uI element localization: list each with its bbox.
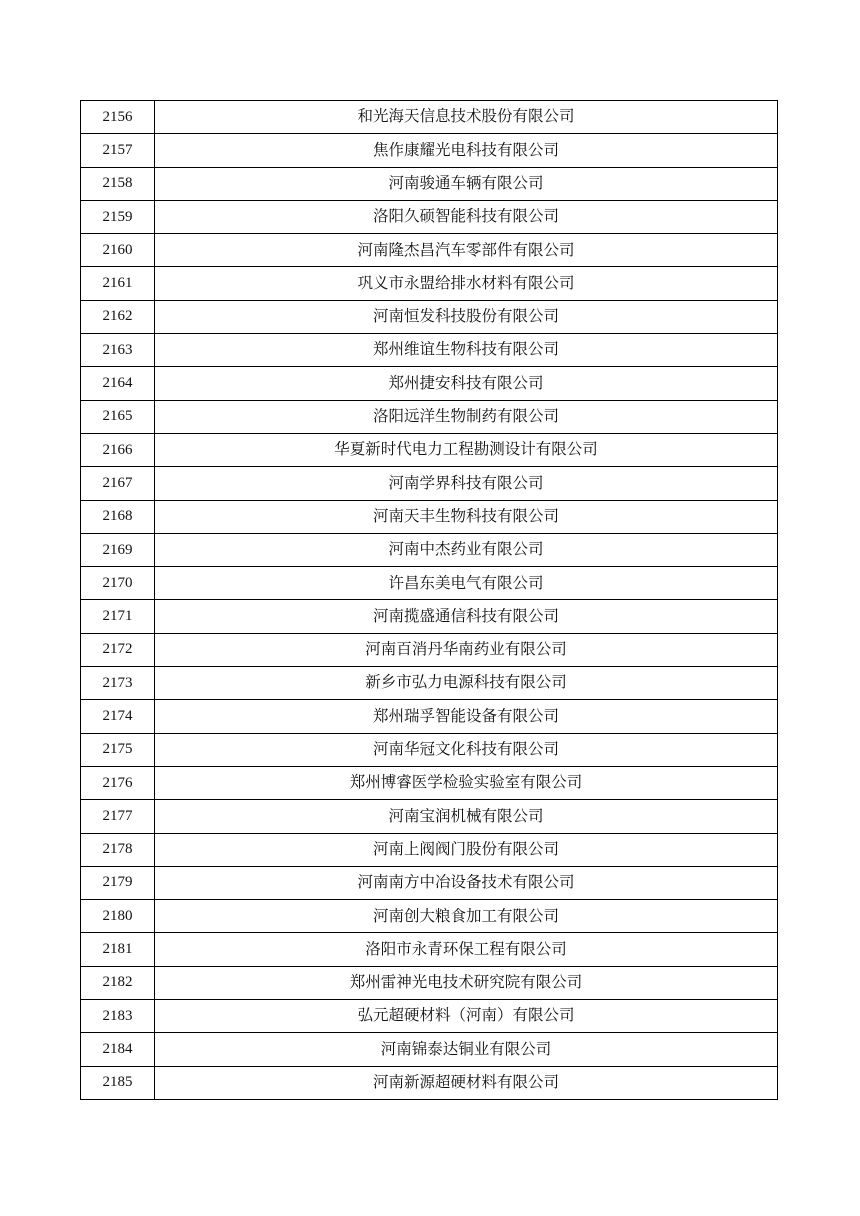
table-row xyxy=(81,733,778,766)
company-name: 郑州博睿医学检验实验室有限公司 xyxy=(155,766,778,799)
company-name: 和光海天信息技术股份有限公司 xyxy=(155,101,778,134)
row-number: 2185 xyxy=(81,1066,155,1099)
company-name: 河南锦泰达铜业有限公司 xyxy=(155,1033,778,1066)
company-name: 河南百消丹华南药业有限公司 xyxy=(155,633,778,666)
table-row xyxy=(81,234,778,267)
row-number: 2159 xyxy=(81,200,155,233)
company-name: 河南中杰药业有限公司 xyxy=(155,533,778,566)
row-number: 2160 xyxy=(81,234,155,267)
company-name: 郑州维谊生物科技有限公司 xyxy=(155,334,778,367)
row-number: 2181 xyxy=(81,933,155,966)
company-name: 焦作康耀光电科技有限公司 xyxy=(155,134,778,167)
company-name: 郑州雷神光电技术研究院有限公司 xyxy=(155,966,778,999)
row-number: 2169 xyxy=(81,533,155,566)
company-name: 巩义市永盟给排水材料有限公司 xyxy=(155,267,778,300)
row-number: 2180 xyxy=(81,900,155,933)
table-row xyxy=(81,200,778,233)
company-name: 河南隆杰昌汽车零部件有限公司 xyxy=(155,234,778,267)
company-name: 河南南方中冶设备技术有限公司 xyxy=(155,866,778,899)
table-row xyxy=(81,134,778,167)
row-number: 2173 xyxy=(81,667,155,700)
company-name: 河南学界科技有限公司 xyxy=(155,467,778,500)
row-number: 2161 xyxy=(81,267,155,300)
table-row xyxy=(81,1033,778,1066)
company-name: 河南新源超硬材料有限公司 xyxy=(155,1066,778,1099)
company-name: 河南恒发科技股份有限公司 xyxy=(155,300,778,333)
row-number: 2183 xyxy=(81,1000,155,1033)
row-number: 2184 xyxy=(81,1033,155,1066)
table-body xyxy=(81,101,778,1100)
company-name: 河南宝润机械有限公司 xyxy=(155,800,778,833)
table-row xyxy=(81,966,778,999)
table-row xyxy=(81,334,778,367)
row-number: 2172 xyxy=(81,633,155,666)
company-list-table xyxy=(80,100,778,1100)
company-name: 新乡市弘力电源科技有限公司 xyxy=(155,667,778,700)
table-row xyxy=(81,167,778,200)
table-row xyxy=(81,833,778,866)
table-row xyxy=(81,633,778,666)
table-row xyxy=(81,500,778,533)
company-name: 河南骏通车辆有限公司 xyxy=(155,167,778,200)
table-row xyxy=(81,300,778,333)
row-number: 2171 xyxy=(81,600,155,633)
company-name: 许昌东美电气有限公司 xyxy=(155,567,778,600)
company-name: 郑州捷安科技有限公司 xyxy=(155,367,778,400)
table-row xyxy=(81,101,778,134)
company-name: 河南华冠文化科技有限公司 xyxy=(155,733,778,766)
company-name: 洛阳久硕智能科技有限公司 xyxy=(155,200,778,233)
table-row xyxy=(81,533,778,566)
table-row xyxy=(81,866,778,899)
table-row xyxy=(81,700,778,733)
table-row xyxy=(81,800,778,833)
row-number: 2164 xyxy=(81,367,155,400)
table-row xyxy=(81,933,778,966)
table-row xyxy=(81,400,778,433)
row-number: 2178 xyxy=(81,833,155,866)
table-row xyxy=(81,433,778,466)
table-row xyxy=(81,367,778,400)
table-row xyxy=(81,667,778,700)
row-number: 2177 xyxy=(81,800,155,833)
company-name: 河南创大粮食加工有限公司 xyxy=(155,900,778,933)
row-number: 2165 xyxy=(81,400,155,433)
row-number: 2167 xyxy=(81,467,155,500)
table-row xyxy=(81,1066,778,1099)
row-number: 2156 xyxy=(81,101,155,134)
row-number: 2158 xyxy=(81,167,155,200)
row-number: 2168 xyxy=(81,500,155,533)
row-number: 2174 xyxy=(81,700,155,733)
row-number: 2162 xyxy=(81,300,155,333)
company-name: 华夏新时代电力工程勘测设计有限公司 xyxy=(155,433,778,466)
row-number: 2175 xyxy=(81,733,155,766)
row-number: 2166 xyxy=(81,433,155,466)
table-row xyxy=(81,900,778,933)
table-row xyxy=(81,267,778,300)
company-name: 弘元超硬材料（河南）有限公司 xyxy=(155,1000,778,1033)
table-row xyxy=(81,600,778,633)
company-name: 河南上阀阀门股份有限公司 xyxy=(155,833,778,866)
row-number: 2179 xyxy=(81,866,155,899)
company-name: 洛阳远洋生物制药有限公司 xyxy=(155,400,778,433)
company-name: 河南天丰生物科技有限公司 xyxy=(155,500,778,533)
table-row xyxy=(81,1000,778,1033)
company-name: 河南揽盛通信科技有限公司 xyxy=(155,600,778,633)
table-row xyxy=(81,467,778,500)
table-row xyxy=(81,766,778,799)
company-name: 郑州瑞孚智能设备有限公司 xyxy=(155,700,778,733)
row-number: 2170 xyxy=(81,567,155,600)
row-number: 2176 xyxy=(81,766,155,799)
row-number: 2157 xyxy=(81,134,155,167)
row-number: 2182 xyxy=(81,966,155,999)
table-row xyxy=(81,567,778,600)
company-name: 洛阳市永青环保工程有限公司 xyxy=(155,933,778,966)
row-number: 2163 xyxy=(81,334,155,367)
